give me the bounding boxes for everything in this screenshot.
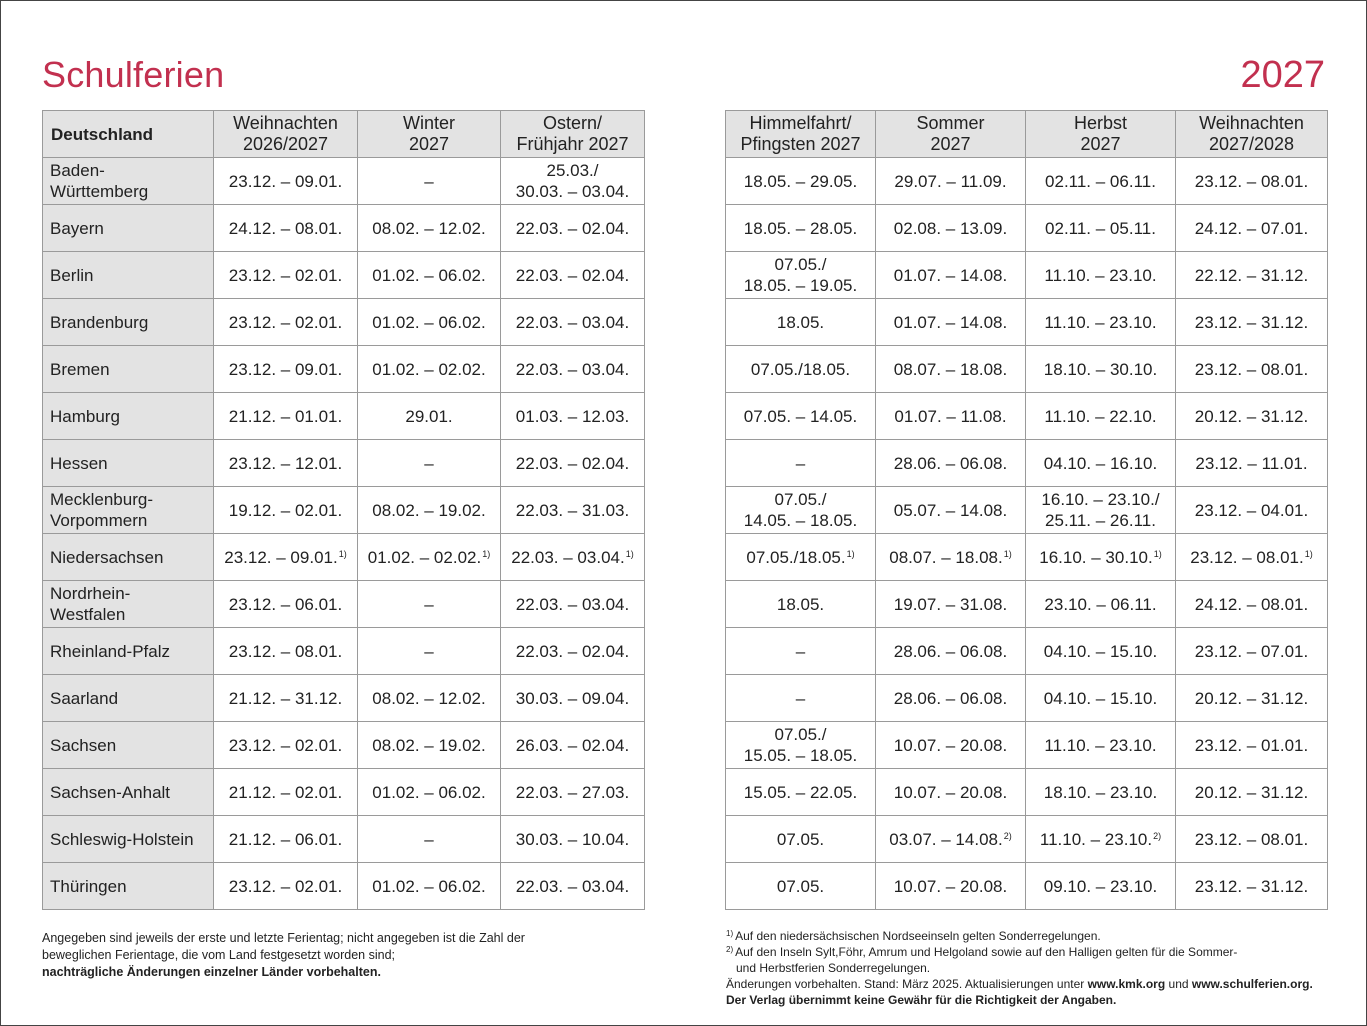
table-row: [43, 628, 645, 675]
winter-cell: 08.02. – 12.02.: [358, 675, 501, 722]
table-row: [43, 722, 645, 769]
table-row: [726, 628, 1328, 675]
weihnachten-2027-cell: 20.12. – 31.12.: [1176, 675, 1328, 722]
table-row: [726, 581, 1328, 628]
pfingsten-cell: 07.05./ 18.05. – 19.05.: [726, 252, 876, 299]
weihnachten-cell: 23.12. – 08.01.: [214, 628, 358, 675]
footnote-2-cont: und Herbstferien Sonderregelungen.: [736, 961, 931, 975]
sommer-cell: 02.08. – 13.09.: [876, 205, 1026, 252]
state-name-cell: Saarland: [43, 675, 214, 722]
page-title: Schulferien: [42, 54, 225, 95]
weihnachten-cell: 23.12. – 02.01.: [214, 863, 358, 910]
pfingsten-cell: –: [726, 440, 876, 487]
weihnachten-cell: 23.12. – 09.01.$^{1)}$: [214, 534, 358, 581]
sommer-cell: 01.07. – 14.08.: [876, 252, 1026, 299]
table-row: [43, 440, 645, 487]
state-name-cell: Bayern: [43, 205, 214, 252]
herbst-cell: 11.10. – 23.10.: [1026, 252, 1176, 299]
table-row: [43, 816, 645, 863]
weihnachten-2027-cell: 23.12. – 07.01.: [1176, 628, 1328, 675]
sommer-cell: 28.06. – 06.08.: [876, 628, 1026, 675]
herbst-cell: 04.10. – 15.10.: [1026, 628, 1176, 675]
state-name-cell: Sachsen-Anhalt: [43, 769, 214, 816]
herbst-cell: 16.10. – 30.10.$^{1)}$: [1026, 534, 1176, 581]
pfingsten-cell: –: [726, 628, 876, 675]
table-row: [43, 252, 645, 299]
weihnachten-cell: 23.12. – 02.01.: [214, 252, 358, 299]
table-row: [43, 675, 645, 722]
ostern-cell: 22.03. – 02.04.: [501, 205, 645, 252]
table-row: [43, 581, 645, 628]
header-ostern-2027: Ostern/ Frühjahr 2027: [501, 111, 645, 158]
state-name-cell: Sachsen: [43, 722, 214, 769]
winter-cell: –: [358, 628, 501, 675]
weihnachten-cell: 23.12. – 12.01.: [214, 440, 358, 487]
weihnachten-cell: 24.12. – 08.01.: [214, 205, 358, 252]
table-row: [43, 346, 645, 393]
sommer-cell: 29.07. – 11.09.: [876, 158, 1026, 205]
ostern-cell: 22.03. – 02.04.: [501, 252, 645, 299]
table-row: [726, 769, 1328, 816]
pfingsten-cell: 18.05. – 29.05.: [726, 158, 876, 205]
table-row: [726, 487, 1328, 534]
update-line: Änderungen vorbehalten. Stand: März 2025. Aktualisierungen unter www.kmk.org und www.schulferien.org.: [726, 977, 1313, 991]
table-row: [726, 534, 1328, 581]
footnote-left: [42, 930, 642, 981]
header-row: [726, 111, 1328, 158]
winter-cell: 01.02. – 06.02.: [358, 252, 501, 299]
winter-cell: 29.01.: [358, 393, 501, 440]
weihnachten-cell: 21.12. – 06.01.: [214, 816, 358, 863]
pfingsten-cell: 15.05. – 22.05.: [726, 769, 876, 816]
weihnachten-cell: 23.12. – 09.01.: [214, 158, 358, 205]
winter-cell: –: [358, 158, 501, 205]
table-row: [726, 675, 1328, 722]
winter-cell: 08.02. – 19.02.: [358, 722, 501, 769]
ostern-cell: 22.03. – 03.04.: [501, 346, 645, 393]
state-name-cell: Mecklenburg- Vorpommern: [43, 487, 214, 534]
page-year: 2027: [1240, 54, 1325, 96]
sommer-cell: 05.07. – 14.08.: [876, 487, 1026, 534]
weihnachten-2027-cell: 23.12. – 04.01.: [1176, 487, 1328, 534]
winter-cell: 08.02. – 19.02.: [358, 487, 501, 534]
table-row: [43, 205, 645, 252]
ostern-cell: 30.03. – 10.04.: [501, 816, 645, 863]
herbst-cell: 16.10. – 23.10./ 25.11. – 26.11.: [1026, 487, 1176, 534]
table-row: [43, 863, 645, 910]
weihnachten-cell: 21.12. – 01.01.: [214, 393, 358, 440]
sommer-cell: 08.07. – 18.08.$^{1)}$: [876, 534, 1026, 581]
weihnachten-cell: 21.12. – 31.12.: [214, 675, 358, 722]
herbst-cell: 09.10. – 23.10.: [1026, 863, 1176, 910]
ostern-cell: 22.03. – 27.03.: [501, 769, 645, 816]
table-row: [726, 863, 1328, 910]
ostern-cell: 30.03. – 09.04.: [501, 675, 645, 722]
weihnachten-2027-cell: 23.12. – 08.01.: [1176, 346, 1328, 393]
pfingsten-cell: 07.05.: [726, 863, 876, 910]
table-row: [726, 205, 1328, 252]
table-row: [43, 393, 645, 440]
sommer-cell: 10.07. – 20.08.: [876, 769, 1026, 816]
herbst-cell: 18.10. – 23.10.: [1026, 769, 1176, 816]
weihnachten-cell: 21.12. – 02.01.: [214, 769, 358, 816]
pfingsten-cell: 18.05.: [726, 581, 876, 628]
pfingsten-cell: 07.05. – 14.05.: [726, 393, 876, 440]
herbst-cell: 23.10. – 06.11.: [1026, 581, 1176, 628]
ostern-cell: 22.03. – 03.04.: [501, 863, 645, 910]
ostern-cell: 22.03. – 03.04.$^{1)}$: [501, 534, 645, 581]
state-name-cell: Hamburg: [43, 393, 214, 440]
pfingsten-cell: 07.05./ 15.05. – 18.05.: [726, 722, 876, 769]
pfingsten-cell: 07.05./18.05.$^{1)}$: [726, 534, 876, 581]
table-row: [726, 299, 1328, 346]
herbst-cell: 11.10. – 23.10.: [1026, 299, 1176, 346]
schulferien-link[interactable]: www.schulferien.org.: [1191, 977, 1313, 991]
winter-cell: 01.02. – 06.02.: [358, 863, 501, 910]
holiday-table-right: [725, 110, 1328, 910]
weihnachten-cell: 19.12. – 02.01.: [214, 487, 358, 534]
herbst-cell: 11.10. – 23.10.: [1026, 722, 1176, 769]
header-himmelfahrt-pfingsten: Himmelfahrt/ Pfingsten 2027: [726, 111, 876, 158]
weihnachten-2027-cell: 20.12. – 31.12.: [1176, 393, 1328, 440]
header-weihnachten-2026: Weihnachten 2026/2027: [214, 111, 358, 158]
header-winter-2027: Winter 2027: [358, 111, 501, 158]
weihnachten-2027-cell: 24.12. – 08.01.: [1176, 581, 1328, 628]
herbst-cell: 18.10. – 30.10.: [1026, 346, 1176, 393]
state-name-cell: Thüringen: [43, 863, 214, 910]
weihnachten-2027-cell: 23.12. – 08.01.$^{1)}$: [1176, 534, 1328, 581]
weihnachten-2027-cell: 23.12. – 31.12.: [1176, 299, 1328, 346]
sommer-cell: 28.06. – 06.08.: [876, 675, 1026, 722]
pfingsten-cell: 18.05.: [726, 299, 876, 346]
winter-cell: 01.02. – 02.02.: [358, 346, 501, 393]
herbst-cell: 04.10. – 16.10.: [1026, 440, 1176, 487]
footnote-right: [726, 928, 1346, 1008]
table-row: [43, 158, 645, 205]
herbst-cell: 11.10. – 23.10.$^{2)}$: [1026, 816, 1176, 863]
table-row: [726, 346, 1328, 393]
weihnachten-2027-cell: 22.12. – 31.12.: [1176, 252, 1328, 299]
weihnachten-2027-cell: 24.12. – 07.01.: [1176, 205, 1328, 252]
herbst-cell: 02.11. – 06.11.: [1026, 158, 1176, 205]
ostern-cell: 01.03. – 12.03.: [501, 393, 645, 440]
weihnachten-2027-cell: 23.12. – 08.01.: [1176, 816, 1328, 863]
winter-cell: 08.02. – 12.02.: [358, 205, 501, 252]
weihnachten-cell: 23.12. – 02.01.: [214, 299, 358, 346]
sommer-cell: 10.07. – 20.08.: [876, 722, 1026, 769]
sommer-cell: 01.07. – 11.08.: [876, 393, 1026, 440]
table-row: [43, 299, 645, 346]
table-row: [726, 393, 1328, 440]
header-sommer-2027: Sommer 2027: [876, 111, 1026, 158]
note-line: beweglichen Ferientage, die vom Land festgesetzt worden sind;: [42, 948, 395, 962]
kmk-link[interactable]: www.kmk.org: [1087, 977, 1166, 991]
table-row: [726, 722, 1328, 769]
sommer-cell: 28.06. – 06.08.: [876, 440, 1026, 487]
weihnachten-cell: 23.12. – 02.01.: [214, 722, 358, 769]
state-name-cell: Brandenburg: [43, 299, 214, 346]
table-row: [43, 534, 645, 581]
ostern-cell: 25.03./ 30.03. – 03.04.: [501, 158, 645, 205]
weihnachten-cell: 23.12. – 09.01.: [214, 346, 358, 393]
table-row: [726, 158, 1328, 205]
pfingsten-cell: –: [726, 675, 876, 722]
weihnachten-2027-cell: 20.12. – 31.12.: [1176, 769, 1328, 816]
weihnachten-2027-cell: 23.12. – 11.01.: [1176, 440, 1328, 487]
note-line: Angegeben sind jeweils der erste und letzte Ferientag; nicht angegeben ist die Zahl der: [42, 931, 525, 945]
ostern-cell: 22.03. – 03.04.: [501, 581, 645, 628]
state-name-cell: Nordrhein- Westfalen: [43, 581, 214, 628]
state-name-cell: Schleswig-Holstein: [43, 816, 214, 863]
ostern-cell: 22.03. – 02.04.: [501, 628, 645, 675]
pfingsten-cell: 07.05./ 14.05. – 18.05.: [726, 487, 876, 534]
herbst-cell: 02.11. – 05.11.: [1026, 205, 1176, 252]
state-name-cell: Hessen: [43, 440, 214, 487]
herbst-cell: 04.10. – 15.10.: [1026, 675, 1176, 722]
header-weihnachten-2027: Weihnachten 2027/2028: [1176, 111, 1328, 158]
pfingsten-cell: 18.05. – 28.05.: [726, 205, 876, 252]
table-row: [726, 816, 1328, 863]
state-name-cell: Berlin: [43, 252, 214, 299]
state-name-cell: Baden- Württemberg: [43, 158, 214, 205]
winter-cell: –: [358, 816, 501, 863]
sommer-cell: 08.07. – 18.08.: [876, 346, 1026, 393]
ostern-cell: 26.03. – 02.04.: [501, 722, 645, 769]
ostern-cell: 22.03. – 31.03.: [501, 487, 645, 534]
winter-cell: 01.02. – 06.02.: [358, 769, 501, 816]
weihnachten-cell: 23.12. – 06.01.: [214, 581, 358, 628]
pfingsten-cell: 07.05./18.05.: [726, 346, 876, 393]
weihnachten-2027-cell: 23.12. – 31.12.: [1176, 863, 1328, 910]
weihnachten-2027-cell: 23.12. – 08.01.: [1176, 158, 1328, 205]
holiday-table-left: [42, 110, 645, 910]
ostern-cell: 22.03. – 03.04.: [501, 299, 645, 346]
table-row: [726, 440, 1328, 487]
header-herbst-2027: Herbst 2027: [1026, 111, 1176, 158]
ostern-cell: 22.03. – 02.04.: [501, 440, 645, 487]
weihnachten-2027-cell: 23.12. – 01.01.: [1176, 722, 1328, 769]
pfingsten-cell: 07.05.: [726, 816, 876, 863]
sommer-cell: 10.07. – 20.08.: [876, 863, 1026, 910]
footnote-2: $^{2)}$ Auf den Inseln Sylt,Föhr, Amrum und Helgoland sowie auf den Halligen gelten für die Sommer-: [726, 945, 1238, 959]
footnote-1: $^{1)}$ Auf den niedersächsischen Nordseeinseln gelten Sonderregelungen.: [726, 929, 1101, 943]
winter-cell: –: [358, 581, 501, 628]
winter-cell: 01.02. – 02.02.$^{1)}$: [358, 534, 501, 581]
disclaimer-line: Der Verlag übernimmt keine Gewähr für die Richtigkeit der Angaben.: [726, 993, 1117, 1007]
winter-cell: 01.02. – 06.02.: [358, 299, 501, 346]
table-row: [43, 487, 645, 534]
table-row: [726, 252, 1328, 299]
note-line-bold: nachträgliche Änderungen einzelner Länder vorbehalten.: [42, 965, 381, 979]
header-deutschland: Deutschland: [43, 111, 214, 158]
sommer-cell: 03.07. – 14.08.$^{2)}$: [876, 816, 1026, 863]
herbst-cell: 11.10. – 22.10.: [1026, 393, 1176, 440]
state-name-cell: Rheinland-Pfalz: [43, 628, 214, 675]
state-name-cell: Bremen: [43, 346, 214, 393]
table-row: [43, 769, 645, 816]
header-row: [43, 111, 645, 158]
sommer-cell: 01.07. – 14.08.: [876, 299, 1026, 346]
sommer-cell: 19.07. – 31.08.: [876, 581, 1026, 628]
state-name-cell: Niedersachsen: [43, 534, 214, 581]
winter-cell: –: [358, 440, 501, 487]
